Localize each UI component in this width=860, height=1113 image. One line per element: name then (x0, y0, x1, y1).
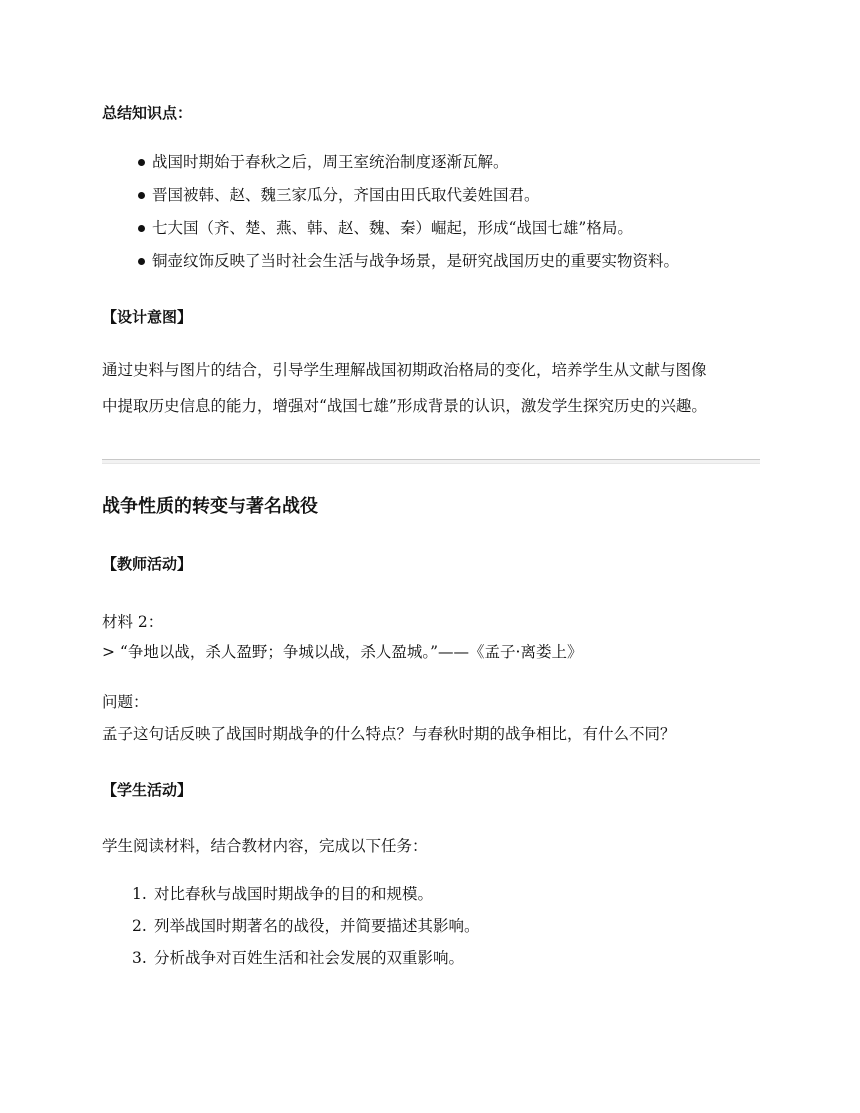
paragraph-line: 中提取历史信息的能力，增强对“战国七雄”形成背景的认识，激发学生探究历史的兴趣。 (102, 397, 707, 415)
question-text: 孟子这句话反映了战国时期战争的什么特点？与春秋时期的战争相比，有什么不同？ (102, 725, 676, 743)
question-label: 问题： (102, 693, 149, 711)
list-item: 七大国（齐、楚、燕、韩、赵、魏、秦）崛起，形成“战国七雄”格局。 (102, 212, 679, 245)
material-quote: > “争地以战，杀人盈野；争城以战，杀人盈城。”——《孟子·离娄上》 (102, 643, 583, 661)
bullet-dot-icon (138, 225, 145, 232)
student-activity-heading: 【学生活动】 (102, 781, 193, 799)
bullet-dot-icon (138, 258, 145, 265)
list-item: 1. 对比春秋与战国时期战争的目的和规模。 (132, 885, 434, 903)
task-list (102, 878, 480, 974)
paragraph-line: 通过史料与图片的结合，引导学生理解战国初期政治格局的变化，培养学生从文献与图像 (102, 361, 707, 379)
bullet-dot-icon (138, 159, 145, 166)
summary-bullet-list (102, 146, 679, 278)
student-activity-intro: 学生阅读材料，结合教材内容，完成以下任务： (102, 837, 428, 855)
design-intent-paragraph (102, 352, 762, 424)
list-item: 战国时期始于春秋之后，周王室统治制度逐渐瓦解。 (102, 146, 679, 179)
design-intent-heading: 【设计意图】 (102, 308, 193, 326)
list-item: 晋国被韩、赵、魏三家瓜分，齐国由田氏取代姜姓国君。 (102, 179, 679, 212)
list-item: 2. 列举战国时期著名的战役，并简要描述其影响。 (132, 917, 480, 935)
summary-heading: 总结知识点： (102, 104, 193, 122)
list-item: 3. 分析战争对百姓生活和社会发展的双重影响。 (132, 949, 465, 967)
material-label: 材料 2： (102, 613, 164, 631)
section-divider (102, 459, 760, 464)
section-title: 战争性质的转变与著名战役 (102, 496, 318, 517)
list-item: 铜壶纹饰反映了当时社会生活与战争场景，是研究战国历史的重要实物资料。 (102, 245, 679, 278)
bullet-dot-icon (138, 192, 145, 199)
teacher-activity-heading: 【教师活动】 (102, 555, 193, 573)
